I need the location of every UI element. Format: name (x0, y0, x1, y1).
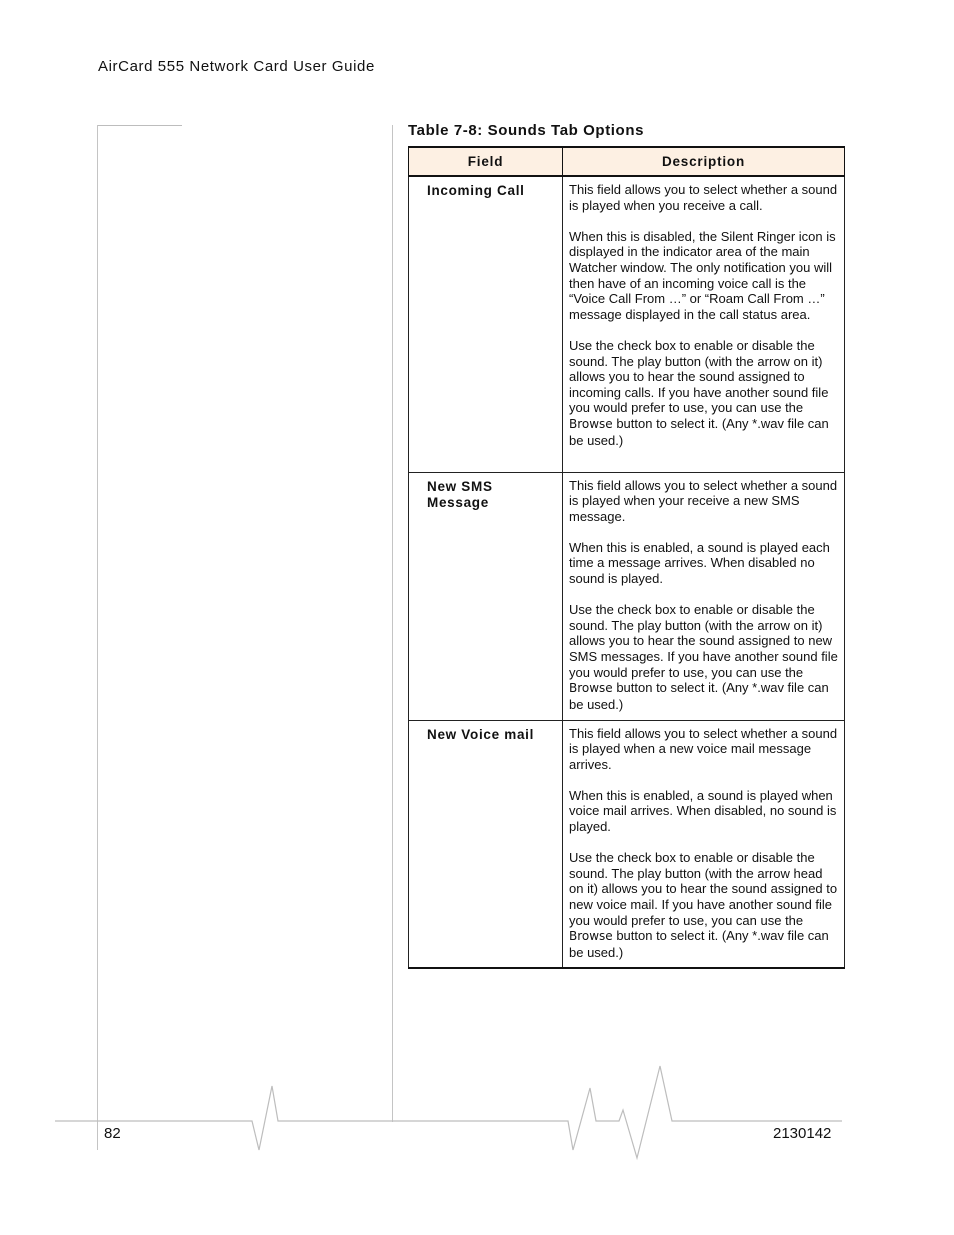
browse-button-label: Browse (569, 681, 613, 696)
page-number: 82 (104, 1125, 121, 1142)
text-run: Use the check box to enable or disable the sound. The play button (with the arrow on it) allows you to hear the sound assigned to incoming calls. If you have another sound file you would prefer to use, you can use the (569, 337, 829, 416)
description-paragraph: When this is disabled, the Silent Ringer icon is displayed in the indicator area of the main Watcher window. The only notification you will then have of an incoming voice call is the “Voice Call From …” or “Roam Call From …” message displayed in the call status area. (569, 228, 836, 322)
description-paragraph: This field allows you to select whether a sound is played when a new voice mail message arrives. (569, 725, 838, 772)
text-run: button to select it. (Any *.wav file can be used.) (569, 928, 829, 960)
running-header: AirCard 555 Network Card User Guide (98, 58, 375, 75)
description-paragraph: This field allows you to select whether a sound is played when your receive a new SMS message. (569, 477, 838, 524)
column-header-field: Field (409, 147, 563, 176)
text-run: Use the check box to enable or disable the sound. The play button (with the arrow head on it) allows you to hear the sound assigned to new voice mail. If you have another sound file you would prefer to use, you can use the (569, 850, 838, 928)
field-cell: New Voice mail (409, 720, 563, 968)
browse-button-label: Browse (569, 416, 613, 431)
column-header-description: Description (563, 147, 845, 176)
table-caption: Table 7-8: Sounds Tab Options (408, 122, 645, 139)
text-run: Use the check box to enable or disable the sound. The play button (with the arrow on it) allows you to hear the sound assigned to new SMS messages. If you have another sound file you would prefer to use, you can use the (569, 602, 838, 680)
field-cell: Incoming Call (409, 176, 563, 472)
description-paragraph: When this is enabled, a sound is played when voice mail arrives. When disabled, no sound is played. (569, 787, 837, 835)
description-paragraph: When this is enabled, a sound is played each time a message arrives. When disabled no sound is played. (569, 539, 830, 587)
description-paragraph: This field allows you to select whether a sound is played when you receive a call. (569, 182, 838, 213)
text-run: button to select it. (Any *.wav file can be used.) (569, 680, 829, 712)
text-run: button to select it. (Any *.wav file can be used.) (569, 415, 829, 448)
field-cell: New SMS Message (409, 472, 563, 720)
browse-button-label: Browse (569, 929, 613, 944)
document-number: 2130142 (773, 1125, 832, 1142)
